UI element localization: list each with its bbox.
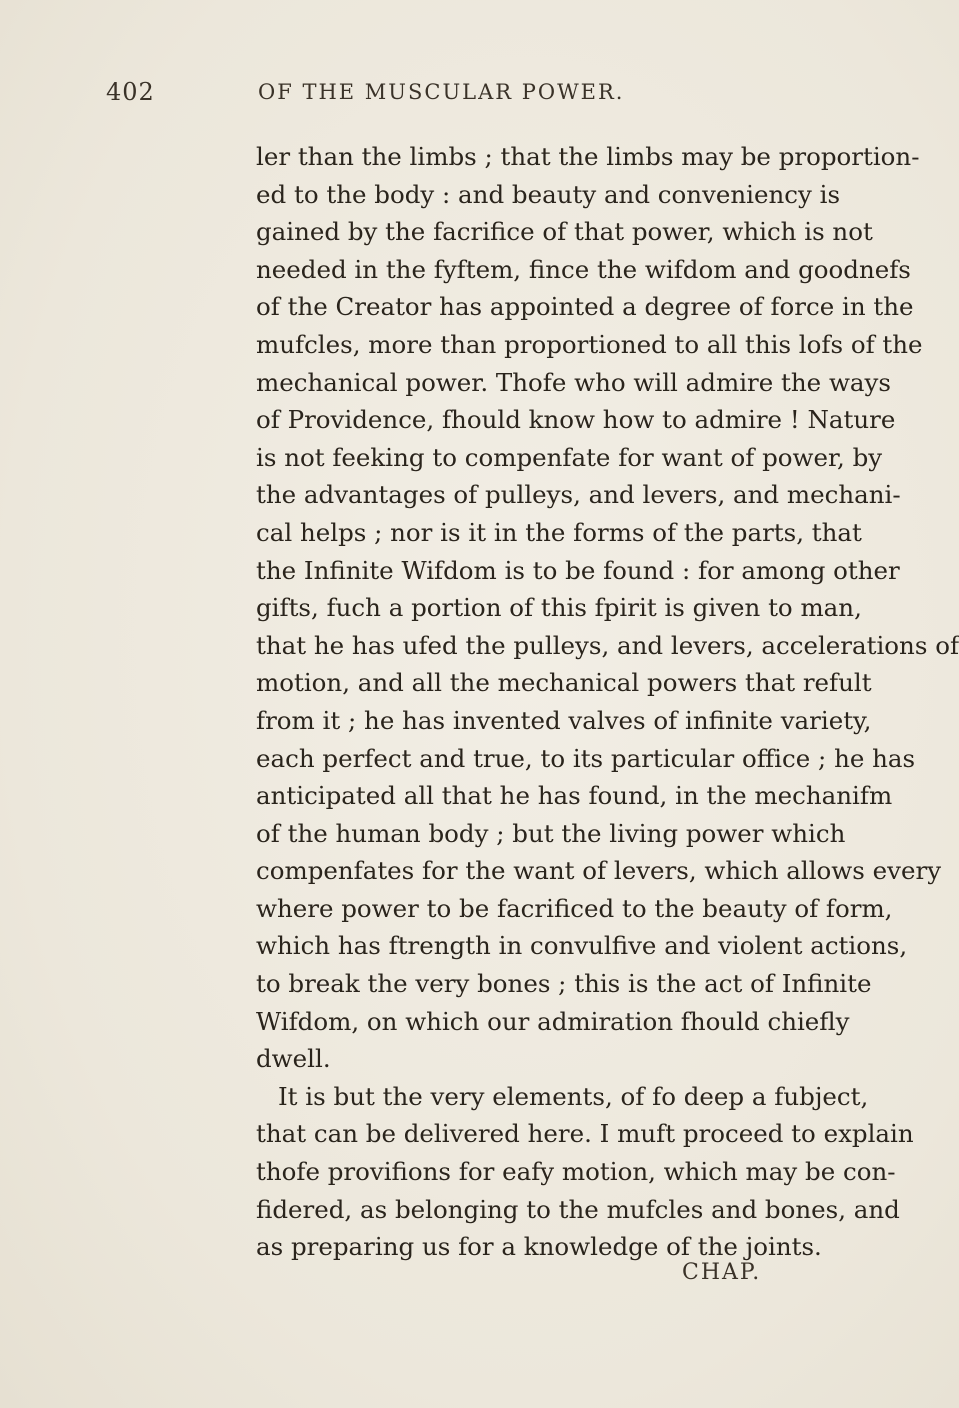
text-line: is not feeking to compenfate for want of power, by (256, 442, 883, 472)
text-line: mufcles, more than proportioned to all this lofs of the (256, 329, 923, 359)
text-line: of the human body ; but the living power which (256, 818, 846, 848)
text-line: that he has ufed the pulleys, and levers, accelerations of (256, 630, 959, 660)
text-line: ed to the body : and beauty and conveniency is (256, 179, 841, 209)
text-line: cal helps ; nor is it in the forms of the parts, that (256, 517, 862, 547)
page-number: 402 (106, 78, 155, 106)
text-line: motion, and all the mechanical powers that refult (256, 668, 872, 698)
text-line: compenfates for the want of levers, which allows every (256, 856, 942, 886)
text-line: mechanical power. Thofe who will admire the ways (256, 367, 891, 397)
text-line: gifts, fuch a portion of this fpirit is given to man, (256, 593, 862, 623)
text-line: where power to be facrificed to the beauty of form, (256, 893, 893, 923)
text-line: It is but the very elements, of fo deep a fubject, (278, 1081, 869, 1111)
text-line: that can be delivered here. I muft proceed to explain (256, 1119, 914, 1149)
text-line: Wifdom, on which our admiration fhould chiefly (256, 1006, 850, 1036)
text-line: the Infinite Wifdom is to be found : for among other (256, 555, 900, 585)
text-line: of Providence, fhould know how to admire ! Nature (256, 405, 896, 435)
text-line: ler than the limbs ; that the limbs may be proportion- (256, 142, 920, 171)
text-line: of the Creator has appointed a degree of force in the (256, 292, 914, 322)
running-title: OF THE MUSCULAR POWER. (258, 80, 625, 104)
text-line: to break the very bones ; this is the act of Infinite (256, 969, 872, 999)
text-line: which has ftrength in convulfive and violent actions, (256, 931, 908, 961)
text-line: each perfect and true, to its particular office ; he has (256, 743, 916, 773)
text-line: gained by the facrifice of that power, which is not (256, 217, 873, 247)
catchword: CHAP. (682, 1260, 762, 1285)
text-line: fidered, as belonging to the mufcles and bones, and (256, 1194, 900, 1224)
running-head (0, 78, 800, 108)
text-line: thofe provifions for eafy motion, which may be con- (256, 1157, 896, 1187)
text-line: anticipated all that he has found, in the mechanifm (256, 781, 893, 811)
text-line: the advantages of pulleys, and levers, and mechani- (256, 480, 901, 510)
text-line: as preparing us for a knowledge of the joints. (256, 1232, 822, 1262)
text-line: needed in the fyftem, fince the wifdom and goodnefs (256, 254, 911, 284)
body-text (256, 138, 959, 1266)
text-line: from it ; he has invented valves of infinite variety, (256, 705, 872, 735)
text-line: dwell. (256, 1044, 331, 1074)
